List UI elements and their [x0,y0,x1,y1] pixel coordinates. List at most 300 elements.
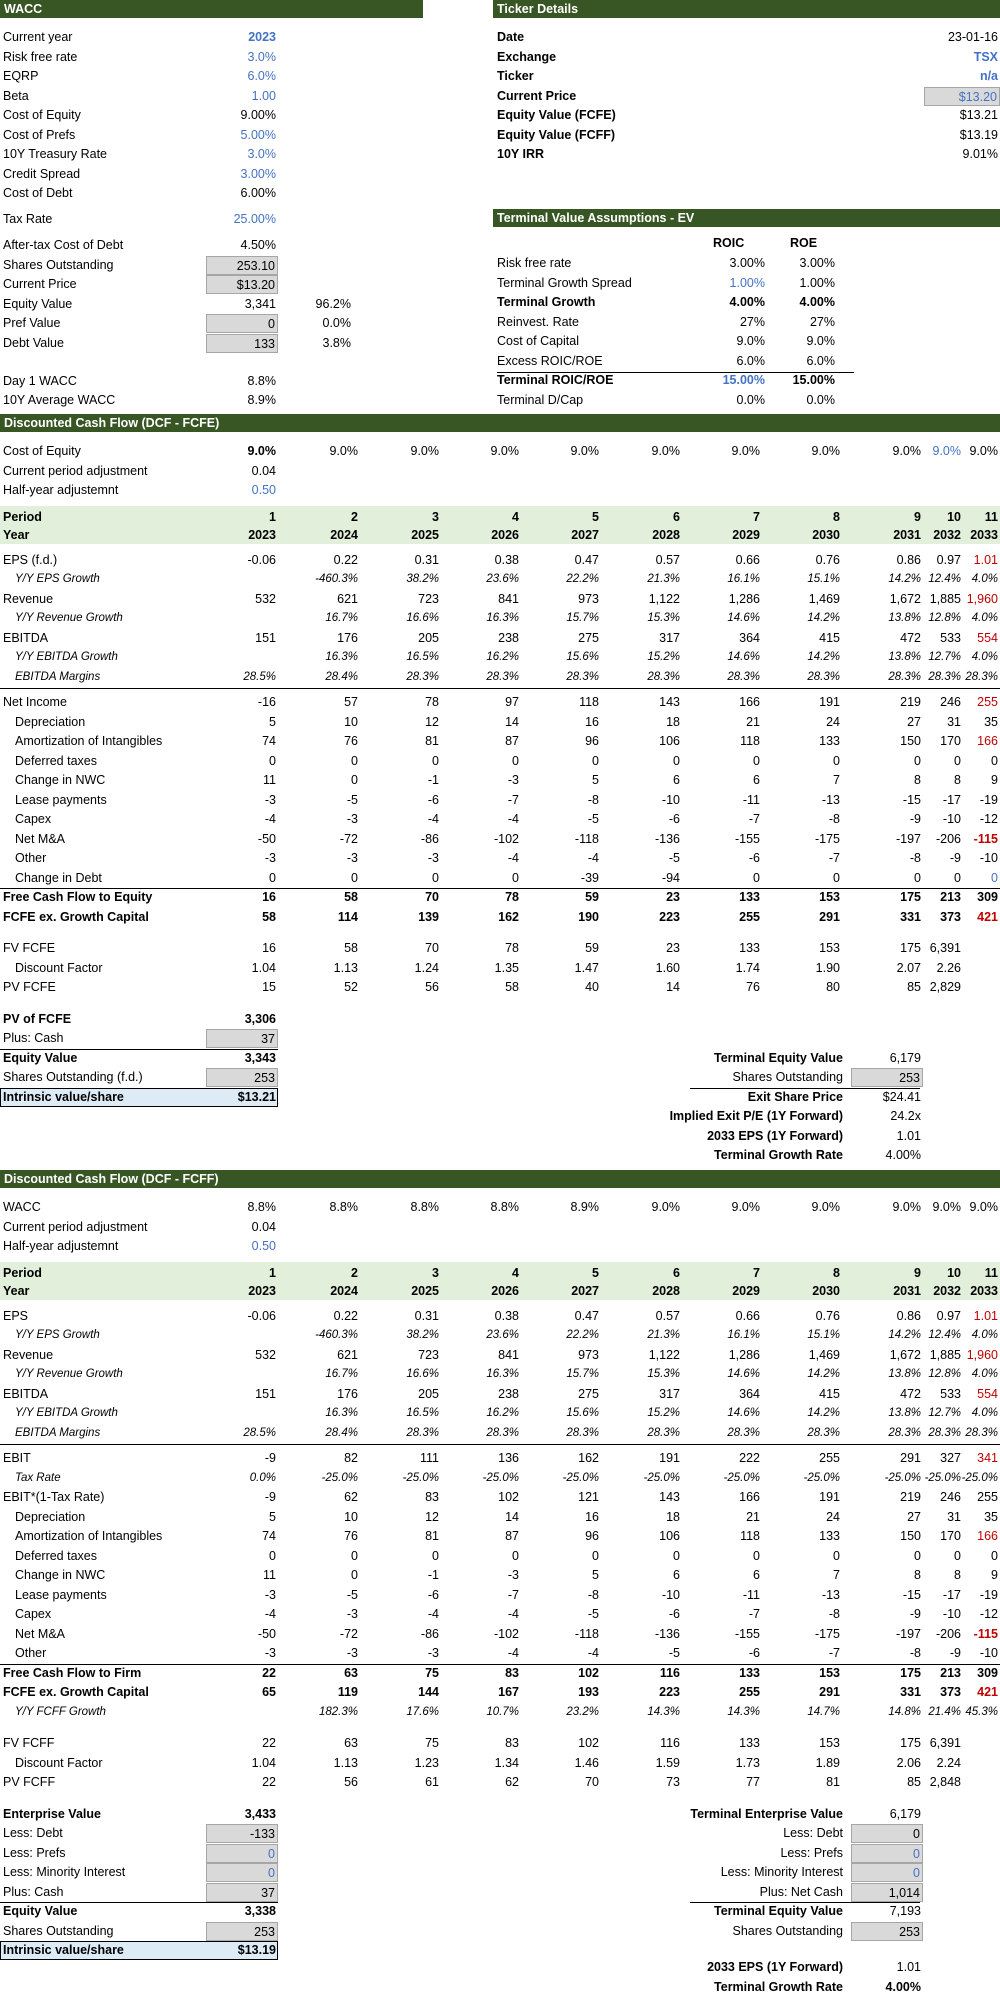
fcff-row-value: 222 [739,1451,760,1465]
wacc-label: Equity Value [3,296,73,311]
fcfe-row-value: 162 [498,909,519,924]
fcfe-period: 2 [351,509,358,524]
fcfe-pv-value: 58 [344,941,358,955]
fcff-row-value [202,1365,278,1384]
fcff-year: 2025 [411,1284,439,1298]
fcfe-row-value: -12 [979,812,998,826]
fcfe-top-value: 9.0% [651,444,680,458]
fcff-pv-label: Discount Factor [15,1755,103,1770]
fcff-row-value: 16.1% [727,1329,760,1341]
fcff-row-value: 166 [977,1529,998,1543]
fcfe-row-value: 139 [418,909,439,924]
fcff-row-value: 0 [351,1548,358,1563]
fcff-row-value: 0 [512,1548,519,1563]
fcff-row-value: 0 [592,1548,599,1563]
fcfe-top-value: 9.0% [490,444,519,458]
divider-line [497,372,854,373]
fcfe-row-value: 16.1% [727,573,760,585]
ticker-value: $13.21 [959,108,998,122]
fcff-pv-value: 1.13 [333,1755,358,1770]
fcfe-row-label: Net M&A [15,831,66,846]
fcfe-row-value: 621 [337,591,358,606]
fcfe-row-value: -3 [427,851,439,865]
fcfe-row-value: -197 [895,831,921,846]
fcfe-row-value: 0 [592,753,599,768]
fcff-row-value: 193 [578,1685,599,1699]
fcfe-year: 2033 [970,528,998,542]
fcfe-row-value: 5 [269,714,276,729]
fcff-row-label: Y/Y Revenue Growth [15,1368,123,1380]
fcfe-row-value: 0 [833,870,840,885]
fcff-row-value: -9 [949,1646,961,1660]
fcfe-row-value: -3 [264,851,276,865]
fcfe-row-value: -4 [507,812,519,826]
fcfe-top-value: 9.0% [329,444,358,458]
wacc-label: After-tax Cost of Debt [3,238,124,252]
wacc-value[interactable]: 133 [206,334,278,353]
fcfe-row-value: 16.7% [325,612,358,624]
fcfe-row-value: -86 [420,831,439,846]
fcfe-row-value: 6 [753,773,760,787]
fcfe-row-value: 4.0% [971,612,998,624]
fcfe-row-value: 23.6% [486,573,519,585]
fcfe-row-value: -175 [814,831,840,846]
fcff-summary-value[interactable]: 0 [206,1863,278,1882]
fcff-row-value: 23.2% [566,1705,599,1718]
fcff-row-value: 167 [498,1685,519,1699]
fcfe-row-label: Deferred taxes [15,753,97,768]
fcfe-row-value: 1,885 [929,591,961,606]
fcfe-pv-value: 1.24 [414,960,439,975]
fcff-row-value: 309 [977,1665,998,1680]
fcfe-row-value: 58 [262,909,276,924]
fcfe-row-value: -7 [748,812,760,826]
fcfe-pv-value: 1.90 [815,960,840,975]
fcfe-pv-value: 80 [826,980,840,994]
fcfe-year: 2027 [571,528,599,542]
fcfe-row-value: -13 [821,792,840,807]
fcff-year: 2023 [248,1284,276,1298]
fcfe-terminal-label: Implied Exit P/E (1Y Forward) [669,1109,843,1123]
fcff-row-value: 15.1% [807,1329,840,1341]
fcfe-row-label: Depreciation [15,714,86,729]
ticker-value: 9.01% [962,147,998,161]
wacc-label: 10Y Treasury Rate [3,147,107,161]
fcff-row-value: -6 [427,1587,439,1602]
fcfe-row-label: Amortization of Intangibles [15,734,163,748]
fcff-row-value: 238 [498,1386,519,1401]
fcff-row-label: EBITDA Margins [15,1426,101,1439]
fcff-row-value: 12.4% [928,1329,961,1341]
fcfe-row-value: 309 [977,890,998,904]
fcfe-row-value: 973 [578,591,599,606]
fcff-top-value: 8.9% [570,1200,599,1214]
fcfe-row-value: -50 [257,831,276,846]
fcfe-row-value: 11 [263,773,276,787]
fcff-row-value: -7 [828,1646,840,1660]
fcff-row-value: -86 [420,1626,439,1641]
day1-wacc-value: 8.8% [247,374,276,388]
fcff-row-value: -1 [427,1568,439,1582]
fcff-row-value: 341 [977,1451,998,1465]
fcff-row-value: 421 [977,1685,998,1699]
fcff-terminal-value[interactable]: 0 [851,1863,923,1882]
fcfe-row-value: -136 [654,831,680,846]
fcff-row-value: 364 [739,1386,760,1401]
fcff-pv-value: 83 [505,1736,519,1750]
fcfe-row-value: 16 [585,714,599,729]
fcff-row-value: 1,960 [966,1347,998,1362]
fcfe-row-value: 0 [914,753,921,768]
fcff-row-label: EBITDA [3,1386,49,1401]
fcff-row-value: 162 [578,1451,599,1465]
fcfe-row-value: 15.2% [647,651,680,663]
fcff-row-value: 28.3% [566,1426,599,1439]
fcff-pv-value: 2.06 [896,1755,921,1770]
fcfe-year: 2023 [248,528,276,542]
fcfe-row-value: 190 [578,909,599,924]
tv-roic: 1.00% [729,275,765,290]
fcff-summary-value: $13.19 [237,1943,276,1957]
fcff-row-value: -4 [507,1646,519,1660]
fcff-row-value: 14.2% [807,1407,840,1419]
ticker-value[interactable]: $13.20 [924,87,1000,106]
fcff-row-value: 96 [585,1529,599,1543]
fcff-summary-value[interactable]: 253 [206,1922,278,1941]
fcff-row-value: -25.0% [884,1471,921,1484]
fcfe-row-value: 153 [819,890,840,904]
fcff-terminal-label: Terminal Enterprise Value [690,1806,843,1821]
fcff-row-value: -3 [427,1646,439,1660]
fcff-row-value: 723 [418,1347,439,1362]
fcff-row-value: 143 [659,1490,680,1504]
fcfe-row-value: 28.3% [647,670,680,683]
fcfe-row-value: 6 [673,773,680,787]
fcfe-row-value: 59 [585,890,599,904]
fcff-row-value: -206 [935,1626,961,1641]
fcfe-row-value: -7 [507,792,519,807]
tv-header: Terminal Value Assumptions - EV [493,209,1000,227]
fcfe-row-value: 7 [833,773,840,787]
fcfe-row-value: 275 [578,630,599,645]
fcff-year: 2030 [812,1284,840,1298]
fcff-row-value: 0 [991,1548,998,1563]
fcff-summary-value[interactable]: -133 [206,1824,278,1843]
ticker-value: n/a [979,69,998,83]
fcff-period: 11 [984,1265,998,1280]
fcff-row-label: EBIT*(1-Tax Rate) [3,1490,105,1504]
fcff-summary-label: Intrinsic value/share [3,1943,124,1957]
fcff-row-value: 63 [344,1665,358,1680]
fcfe-row-value: 21.3% [647,573,680,585]
fcfe-row-value: 35 [984,714,998,729]
fcff-period: 3 [432,1265,439,1280]
tv-roic: 6.0% [736,353,765,368]
fcfe-row-value: 12.4% [928,573,961,585]
fcff-row-value: -3 [264,1587,276,1602]
fcfe-row-value: 28.3% [928,670,961,683]
fcff-row-value: 14 [505,1509,519,1524]
fcfe-row-value: -9 [909,812,921,826]
fcff-summary-value[interactable]: 37 [206,1883,278,1902]
fcff-period: 4 [512,1265,519,1280]
fcff-row-value: 136 [498,1451,519,1465]
fcff-row-value: 65 [262,1685,276,1699]
fcff-period: 8 [833,1265,840,1280]
fcfe-row-value: 143 [659,695,680,709]
fcff-row-value: 118 [740,1529,760,1543]
fcfe-row-value: 255 [739,909,760,924]
fcff-row-value: 0.86 [896,1308,921,1323]
fcff-row-value: 14.8% [888,1705,921,1718]
fcff-row-value: 21.4% [928,1705,961,1718]
fcff-row-value: 4.0% [971,1329,998,1341]
fcff-row-value: -5 [346,1587,358,1602]
wacc-value: 4.50% [240,238,276,252]
fcff-period: 1 [269,1265,276,1280]
tv-label: Cost of Capital [497,334,579,348]
tv-roic: 4.00% [729,295,765,309]
fcff-row-label: Net M&A [15,1626,66,1641]
fcfe-row-value: 15.7% [566,612,599,624]
fcff-pv-value: 116 [660,1736,680,1750]
fcff-summary-value: 3,433 [244,1806,276,1821]
fcfe-row-value: 364 [739,630,760,645]
ticker-label: Current Price [497,88,577,103]
fcff-row-value: 14.3% [647,1705,680,1718]
fcfe-summary-value[interactable]: 37 [206,1029,278,1048]
fcff-row-value: 28.5% [243,1426,276,1439]
fcfe-row-value: 150 [900,734,921,748]
fcff-row-value: 28.3% [486,1426,519,1439]
fcff-row-value: 0 [269,1548,276,1563]
fcfe-row-value: 12.8% [928,612,961,624]
fcfe-pv-value: 133 [739,941,760,955]
fcfe-row-value: -6 [427,792,439,807]
fcfe-pv-value: 1.04 [251,960,276,975]
fcfe-row-value: -3 [346,812,358,826]
fcfe-top-label: Current period adjustment [3,463,148,478]
tv-roe: 4.00% [799,295,835,309]
fcff-pv-value: 22 [262,1736,276,1750]
fcfe-top-label: Cost of Equity [3,444,81,458]
fcff-row-value: 133 [819,1529,840,1543]
fcff-pv-value: 62 [505,1775,519,1789]
fcff-row-value: 76 [344,1529,358,1543]
fcfe-row-value: 13.8% [888,651,921,663]
fcff-row-value: -5 [668,1646,680,1660]
fcfe-top-value: 9.0% [410,444,439,458]
fcff-row-value: 472 [900,1386,921,1401]
fcfe-pv-value: 1.13 [333,960,358,975]
fcfe-row-value: 16 [262,890,276,904]
wacc-value[interactable]: 253.10 [206,256,278,275]
fcfe-row-value: 1,960 [966,591,998,606]
fcfe-terminal-value[interactable]: 253 [851,1068,923,1087]
wacc-label: EQRP [3,69,39,83]
fcff-row-value: 45.3% [965,1705,998,1718]
fcfe-pv-value: 59 [585,941,599,955]
fcff-row-label: FCFE ex. Growth Capital [3,1685,149,1699]
fcfe-row-value: -39 [580,870,599,885]
fcfe-pv-value: 85 [907,980,921,994]
wacc-value[interactable]: 0 [206,314,278,333]
fcff-terminal-label: Less: Minority Interest [720,1865,843,1879]
fcfe-row-label: Change in NWC [15,773,106,787]
fcfe-row-value: -3 [264,792,276,807]
fcfe-row-value: 27 [907,714,921,729]
tv-label: Reinvest. Rate [497,314,579,329]
fcff-terminal-value[interactable]: 0 [851,1844,923,1863]
fcfe-row-value: 21 [746,714,760,729]
fcfe-row-value: 0 [432,870,439,885]
fcff-row-value: 15.2% [647,1407,680,1419]
fcff-row-value: 16.3% [325,1407,358,1419]
fcff-row-value: 21.3% [647,1329,680,1341]
fcff-year: 2029 [732,1284,760,1298]
fcff-terminal-value[interactable]: 253 [851,1922,923,1941]
tax-rate-value: 25.00% [233,212,276,226]
fcff-year-label: Year [3,1284,30,1298]
fcff-terminal-value[interactable]: 0 [851,1824,923,1843]
fcfe-row-value: -7 [828,851,840,865]
fcff-row-value: 1.01 [973,1308,998,1323]
fcff-row-value: 532 [255,1347,276,1362]
fcfe-row-value: 12 [425,714,439,729]
fcff-period: 5 [592,1265,599,1280]
fcff-row-value: 841 [498,1347,519,1362]
fcff-row-value: 14.6% [727,1407,760,1419]
fcff-pv-value: 153 [819,1736,840,1750]
fcfe-top-value: 9.0% [932,444,961,458]
fcff-row-value: 213 [940,1665,961,1680]
fcfe-row-value: 57 [344,695,358,709]
fcfe-row-value: 9 [991,773,998,787]
fcff-row-value: -19 [979,1587,998,1602]
fcfe-year: 2030 [812,528,840,542]
fcfe-row-value: -10 [979,851,998,865]
fcfe-row-value: -6 [748,851,760,865]
fcfe-row-value: -6 [668,812,680,826]
fcfe-row-value: -118 [574,831,599,846]
fcfe-period: 8 [833,509,840,524]
fcff-row-value: -12 [979,1607,998,1621]
fcff-row-label: EBIT [3,1451,31,1465]
fcff-row-value: 1,885 [929,1347,961,1362]
fcfe-row-value [202,570,278,589]
fcff-row-value: 275 [578,1386,599,1401]
fcff-row-value: 255 [739,1685,760,1699]
fcff-row-value: -118 [574,1626,599,1641]
fcfe-row-label: Net Income [3,695,67,709]
fcfe-row-value: -5 [346,792,358,807]
fcff-row-value: 111 [419,1451,439,1465]
wacc-label: Risk free rate [3,49,78,64]
fcff-top-value: 8.8% [247,1200,276,1214]
fcff-pv-value: 73 [666,1775,680,1789]
fcfe-top-value: 9.0% [570,444,599,458]
fcfe-terminal-label: Terminal Growth Rate [714,1148,843,1162]
fcff-row-value: 182.3% [318,1705,358,1718]
fcff-terminal-value[interactable]: 1,014 [851,1883,923,1902]
fcff-row-value: 327 [940,1451,961,1465]
fcff-summary-value[interactable]: 0 [206,1844,278,1863]
fcff-row-value: 28.3% [647,1426,680,1439]
fcff-row-value: 255 [819,1451,840,1465]
fcff-pv-value: 85 [907,1775,921,1789]
fcff-row-value: -25.0% [643,1471,680,1484]
wacc-value[interactable]: $13.20 [206,275,278,294]
fcfe-top-label: Half-year adjustemnt [3,483,119,497]
fcfe-row-value [202,648,278,667]
fcff-row-value: 0 [351,1568,358,1582]
fcff-row-value: 0.22 [333,1308,358,1323]
fcff-period: 7 [753,1265,760,1280]
wacc-pct: 3.8% [322,335,351,350]
fcfe-pv-value: 175 [900,941,921,955]
fcff-pv-label: PV FCFF [3,1775,56,1789]
fcff-row-value: 14.6% [727,1368,760,1380]
fcfe-row-value: -8 [828,812,840,826]
fcff-top-value: 8.8% [410,1200,439,1214]
fcfe-row-value: 0 [753,870,760,885]
wacc-value: 2023 [248,30,276,44]
fcff-row-value: -5 [587,1607,599,1621]
fcff-top-value: 0.04 [251,1219,276,1234]
fcff-row-value [202,1703,278,1722]
wacc-value: 6.0% [247,69,276,83]
fcfe-row-value: -19 [979,792,998,807]
fcfe-row-value: 415 [819,630,840,645]
fcff-row-value: 0 [833,1548,840,1563]
fcfe-row-value: 74 [262,734,276,748]
fcfe-period: 1 [269,509,276,524]
fcfe-row-value: 28.3% [566,670,599,683]
fcff-row-value: 291 [819,1685,840,1699]
fcff-row-value: 12.7% [928,1407,961,1419]
fcfe-row-value: -3 [346,851,358,865]
fcff-row-value: 151 [255,1386,276,1401]
fcff-row-value: -3 [264,1646,276,1660]
fcff-top-label: Current period adjustment [3,1219,148,1234]
fcfe-row-value: 0.38 [494,552,519,567]
fcfe-row-value: 0 [673,753,680,768]
fcff-row-value: 22.2% [566,1329,599,1341]
fcff-row-value: 144 [418,1685,439,1699]
fcff-bottom-value: 4.00% [885,1979,921,1994]
fcff-row-value: 15.7% [566,1368,599,1380]
fcff-top-label: Half-year adjustemnt [3,1239,119,1253]
fcfe-pv-value: 23 [666,941,680,955]
fcff-pv-value: 1.89 [815,1755,840,1770]
fcfe-row-value: 0 [833,753,840,768]
fcfe-summary-value[interactable]: 253 [206,1068,278,1087]
ticker-header: Ticker Details [493,0,1000,18]
fcfe-top-value: 0.04 [251,463,276,478]
wacc-label: Current year [3,30,73,44]
fcfe-pv-value: 153 [819,941,840,955]
fcff-row-value: 5 [592,1568,599,1582]
wacc-value: 3,341 [244,296,276,311]
fcfe-row-label: Change in Debt [15,870,102,885]
fcfe-row-value: 1,672 [889,591,921,606]
tv-roe: 27% [809,314,835,329]
wacc-label: Cost of Prefs [3,127,76,142]
fcfe-terminal-value: 6,179 [889,1050,921,1065]
fcff-pv-label: FV FCFF [3,1736,55,1750]
fcff-row-label: EPS [3,1308,29,1323]
fcfe-row-value: 87 [505,734,519,748]
